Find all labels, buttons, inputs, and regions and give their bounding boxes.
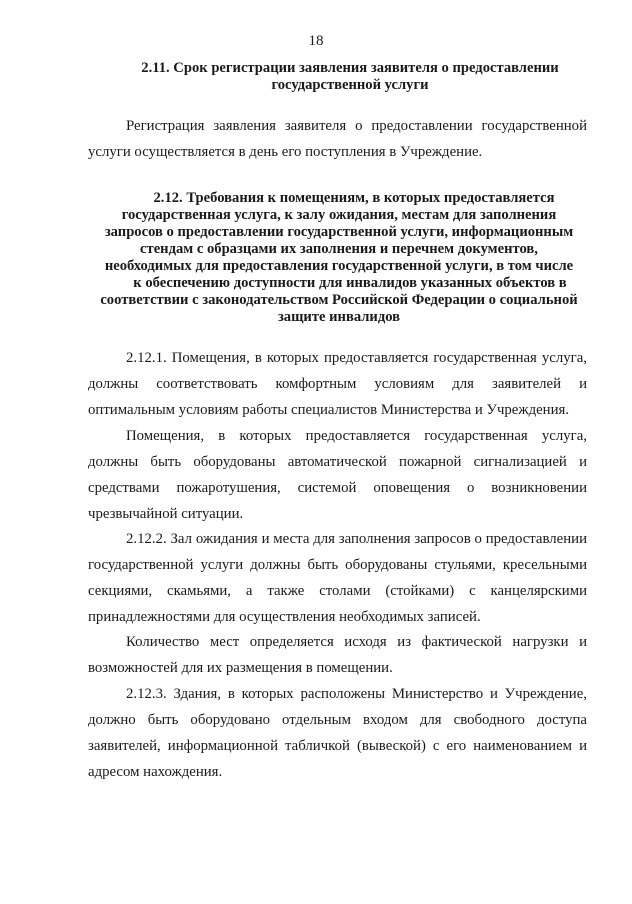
page-number: 18 (308, 33, 324, 49)
paragraph-2-12-2: 2.12.2. Зал ожидания и места для заполнения запросов о предоставлении государственной услуги должны быть оборудованы стульями, кресельными секциями, скамьями, а также столами (стойками) с канцелярскими принадлежностями для осуществления необходимых записей. (88, 531, 587, 625)
paragraph-fire-safety: Помещения, в которых предоставляется государственная услуга, должны быть оборудованы автоматической пожарной сигнализацией и средствами пожаротушения, системой оповещения о возникновении чрезвычайной ситуации. (88, 428, 587, 522)
heading-line: государственная услуга, к залу ожидания, местам для заполнения (121, 207, 557, 223)
paragraph-2-12-1: 2.12.1. Помещения, в которых предоставляется государственная услуга, должны соответствовать комфортным условиям для заявителей и оптимальным условиям работы специалистов Министерства и Учреждения. (88, 350, 587, 418)
heading-line: соответствии с законодательством Российской Федерации о социальной (100, 292, 578, 308)
heading-line: стендам с образцами их заполнения и перечнем документов, (140, 241, 538, 257)
paragraph-seat-count: Количество мест определяется исходя из фактической нагрузки и возможностей для их размещения в помещении. (88, 634, 587, 676)
section-2-11-heading (120, 60, 580, 94)
heading-line: 2.11. Срок регистрации заявления заявителя о предоставлении (141, 60, 559, 76)
section-2-11-paragraph: Регистрация заявления заявителя о предоставлении государственной услуги осуществляется в день его поступления в Учреждение. (88, 118, 587, 160)
heading-line: к обеспечению доступности для инвалидов указанных объектов в (133, 275, 567, 291)
heading-line: необходимых для предоставления государственной услуги, в том числе (104, 258, 574, 274)
paragraph-2-12-3: 2.12.3. Здания, в которых расположены Министерство и Учреждение, должно быть оборудовано отдельным входом для свободного доступа заявителей, информационной табличкой (вывеской) с его наименованием и адресом нахождения. (88, 686, 587, 780)
heading-line: защите инвалидов (277, 309, 401, 325)
heading-line: 2.12. Требования к помещениям, в которых предоставляется (153, 190, 555, 206)
heading-line: государственной услуги (271, 77, 429, 93)
heading-line: запросов о предоставлении государственной услуги, информационным (104, 224, 574, 240)
section-2-12-heading (86, 190, 592, 326)
